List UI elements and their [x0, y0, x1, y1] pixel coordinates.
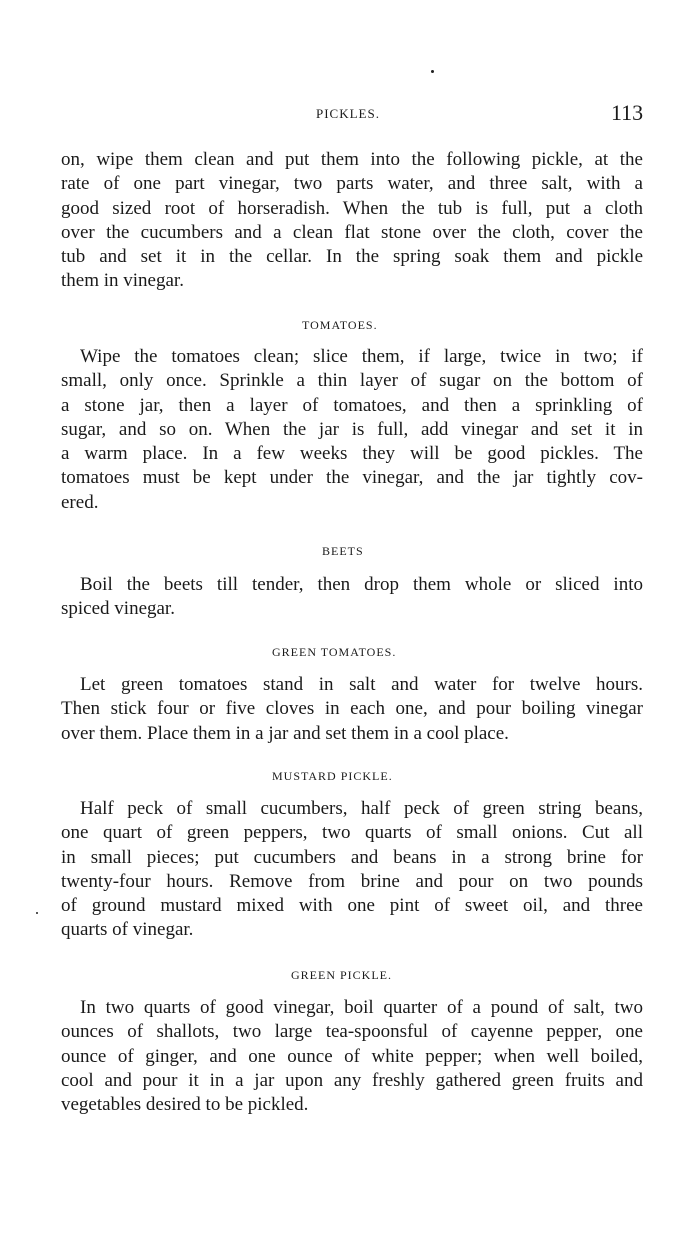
paragraph-beets [61, 573, 643, 622]
text-line: a warm place. In a few weeks they will be good pickles. The [61, 443, 643, 465]
text-line: ounces of shallots, two large tea-spoonsful of cayenne pepper, one [61, 1021, 643, 1043]
running-head: PICKLES. [316, 106, 380, 121]
text-line: Half peck of small cucumbers, half peck of green string beans, [80, 798, 643, 819]
text-line: spiced vinegar. [61, 598, 175, 620]
text-line: vegetables desired to be pickled. [61, 1094, 309, 1116]
text-line: over them. Place them in a jar and set them in a cool place. [61, 722, 509, 744]
text-line: rate of one part vinegar, two parts water, and three salt, with a [61, 173, 643, 195]
text-line: on, wipe them clean and put them into the following pickle, at the [61, 149, 643, 170]
text-line: ounce of ginger, and one ounce of white pepper; when well boiled, [61, 1045, 643, 1067]
ink-speck [36, 912, 38, 914]
text-line: sugar, and so on. When the jar is full, add vinegar and set it in [61, 418, 643, 440]
page-number: 113 [611, 100, 644, 125]
text-line: twenty-four hours. Remove from brine and pour on two pounds [61, 870, 643, 892]
text-line: In two quarts of good vinegar, boil quarter of a pound of salt, two [80, 997, 643, 1018]
paragraph-green-pickle [61, 996, 643, 1117]
section-heading-green-tomatoes: GREEN TOMATOES. [272, 645, 397, 659]
paragraph-green-tomatoes [61, 673, 643, 746]
text-line: a stone jar, then a layer of tomatoes, and then a sprinkling of [61, 394, 643, 416]
text-line: Then stick four or five cloves in each one, and pour boiling vinegar [61, 698, 643, 720]
ink-speck [431, 70, 434, 73]
text-line: tub and set it in the cellar. In the spring soak them and pickle [61, 246, 643, 268]
text-line: Wipe the tomatoes clean; slice them, if large, twice in two; if [80, 346, 643, 367]
text-line: Boil the beets till tender, then drop them whole or sliced into [80, 574, 643, 595]
text-line: small, only once. Sprinkle a thin layer of sugar on the bottom of [61, 370, 643, 392]
text-line: of ground mustard mixed with one pint of sweet oil, and three [61, 895, 643, 917]
text-line: good sized root of horseradish. When the tub is full, put a cloth [61, 197, 643, 219]
text-line: one quart of green peppers, two quarts of small onions. Cut all [61, 822, 643, 844]
text-line: ered. [61, 491, 99, 513]
section-heading-green-pickle: GREEN PICKLE. [291, 968, 392, 982]
text-line: quarts of vinegar. [61, 919, 194, 941]
text-line: tomatoes must be kept under the vinegar, and the jar tightly cov- [61, 467, 643, 489]
paragraph-continuation [61, 148, 643, 294]
text-line: Let green tomatoes stand in salt and water for twelve hours. [80, 674, 643, 695]
paragraph-tomatoes [61, 345, 643, 515]
text-line: in small pieces; put cucumbers and beans in a strong brine for [61, 846, 643, 868]
section-heading-beets: BEETS [322, 544, 364, 558]
text-line: cool and pour it in a jar upon any freshly gathered green fruits and [61, 1069, 643, 1091]
text-line: them in vinegar. [61, 270, 184, 292]
paragraph-mustard-pickle [61, 797, 643, 943]
section-heading-tomatoes: TOMATOES. [302, 318, 378, 332]
section-heading-mustard-pickle: MUSTARD PICKLE. [272, 769, 393, 783]
text-line: over the cucumbers and a clean flat stone over the cloth, cover the [61, 221, 643, 243]
